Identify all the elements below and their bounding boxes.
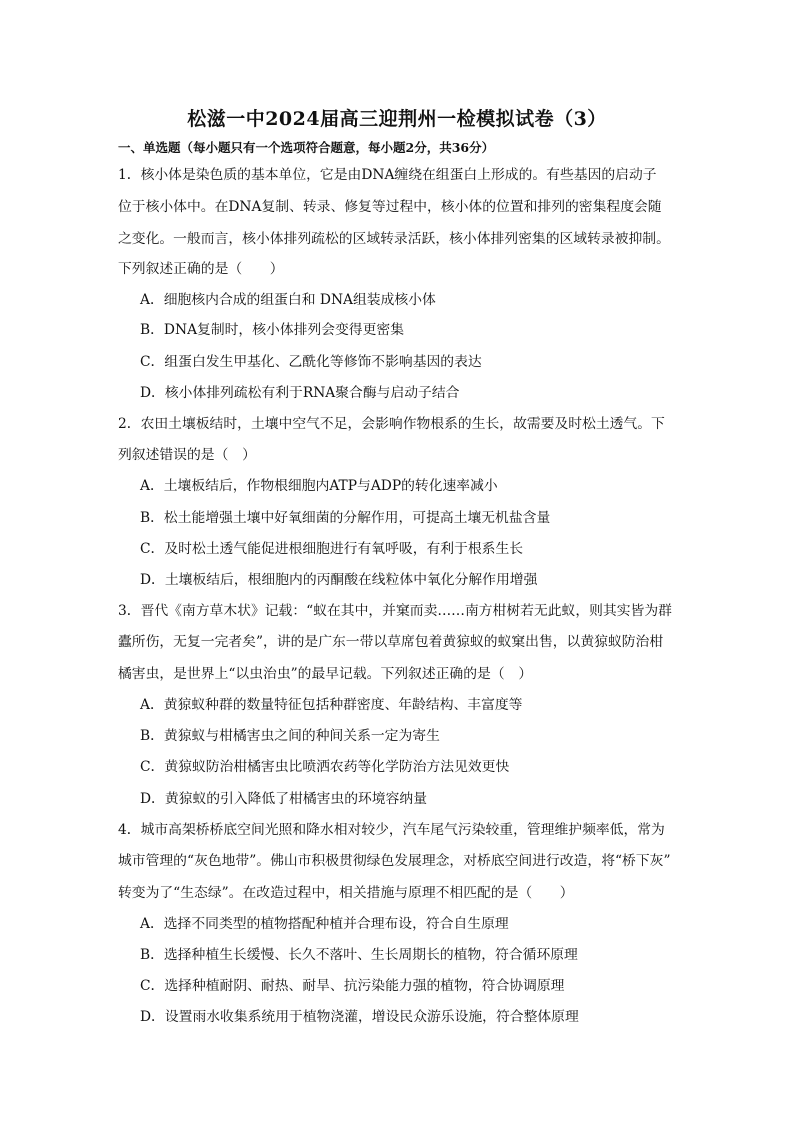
question-4-stem-line-3: 转变为了“生态绿”。在改造过程中，相关措施与原理不相匹配的是（ ）	[118, 885, 574, 901]
exam-title: 松滋一中2024届高三迎荆州一检模拟试卷（3）	[187, 108, 607, 130]
question-1-option-b: B．DNA复制时，核小体排列会变得更密集	[140, 322, 404, 338]
question-1-stem-line-2: 位于核小体中。在DNA复制、转录、修复等过程中，核小体的位置和排列的密集程度会随	[118, 199, 662, 215]
question-4-stem-line-1: 4．城市高架桥桥底空间光照和降水相对较少，汽车尾气污染较重，管理维护频率低，常为	[118, 822, 665, 838]
question-2-option-a: A．土壤板结后，作物根细胞内ATP与ADP的转化速率减小	[140, 478, 498, 494]
question-3-stem-line-3: 橘害虫，是世界上“以虫治虫”的最早记载。下列叙述正确的是（ ）	[118, 666, 533, 682]
question-2-option-c: C．及时松土透气能促进根细胞进行有氧呼吸，有利于根系生长	[140, 541, 524, 557]
question-2-stem-line-2: 列叙述错误的是（ ）	[118, 447, 256, 463]
question-3-option-b: B．黄猄蚁与柑橘害虫之间的种间关系一定为寄生	[140, 728, 440, 744]
question-1-stem-line-4: 下列叙述正确的是（ ）	[118, 261, 284, 277]
question-2-option-d: D．土壤板结后，根细胞内的丙酮酸在线粒体中氧化分解作用增强	[140, 572, 538, 588]
question-4-option-a: A．选择不同类型的植物搭配种植并合理布设，符合自生原理	[140, 916, 509, 932]
question-3-option-d: D．黄猄蚁的引入降低了柑橘害虫的环境容纳量	[140, 791, 427, 807]
question-3-stem-line-2: 蠹所伤，无复一完者矣”，讲的是广东一带以草席包着黄猄蚁的蚁窠出售，以黄猄蚁防治柑	[118, 634, 664, 650]
question-1-option-a: A．细胞核内合成的组蛋白和 DNA组装成核小体	[140, 292, 436, 308]
question-3-option-c: C．黄猄蚁防治柑橘害虫比喷洒农药等化学防治方法见效更快	[140, 759, 510, 775]
question-1-option-d: D．核小体排列疏松有利于RNA聚合酶与启动子结合	[140, 385, 460, 401]
question-4-stem-line-2: 城市管理的“灰色地带”。佛山市积极贯彻绿色发展理念，对桥底空间进行改造，将“桥下灰”	[118, 853, 671, 869]
question-2-option-b: B．松土能增强土壤中好氧细菌的分解作用，可提高土壤无机盐含量	[140, 510, 551, 526]
question-2-stem-line-1: 2．农田土壤板结时，土壤中空气不足，会影响作物根系的生长，故需要及时松土透气。下	[118, 416, 665, 432]
section-heading: 一、单选题（每小题只有一个选项符合题意，每小题2分，共36分）	[118, 140, 495, 155]
question-3-stem-line-1: 3．晋代《南方草木状》记载：“蚁在其中，并窠而卖……南方柑树若无此蚁，则其实皆为群	[118, 603, 672, 619]
question-4-option-b: B．选择种植生长缓慢、长久不落叶、生长周期长的植物，符合循环原理	[140, 947, 578, 963]
question-4-option-c: C．选择种植耐阴、耐热、耐旱、抗污染能力强的植物，符合协调原理	[140, 978, 565, 994]
question-1-stem-line-1: 1．核小体是染色质的基本单位，它是由DNA缠绕在组蛋白上形成的。有些基因的启动子	[118, 167, 657, 183]
question-1-option-c: C．组蛋白发生甲基化、乙酰化等修饰不影响基因的表达	[140, 354, 482, 370]
question-4-option-d: D．设置雨水收集系统用于植物浇灌，增设民众游乐设施，符合整体原理	[140, 1009, 579, 1025]
question-1-stem-line-3: 之变化。一般而言，核小体排列疏松的区域转录活跃，核小体排列密集的区域转录被抑制。	[118, 231, 670, 247]
question-3-option-a: A．黄猄蚁种群的数量特征包括种群密度、年龄结构、丰富度等	[140, 697, 523, 713]
